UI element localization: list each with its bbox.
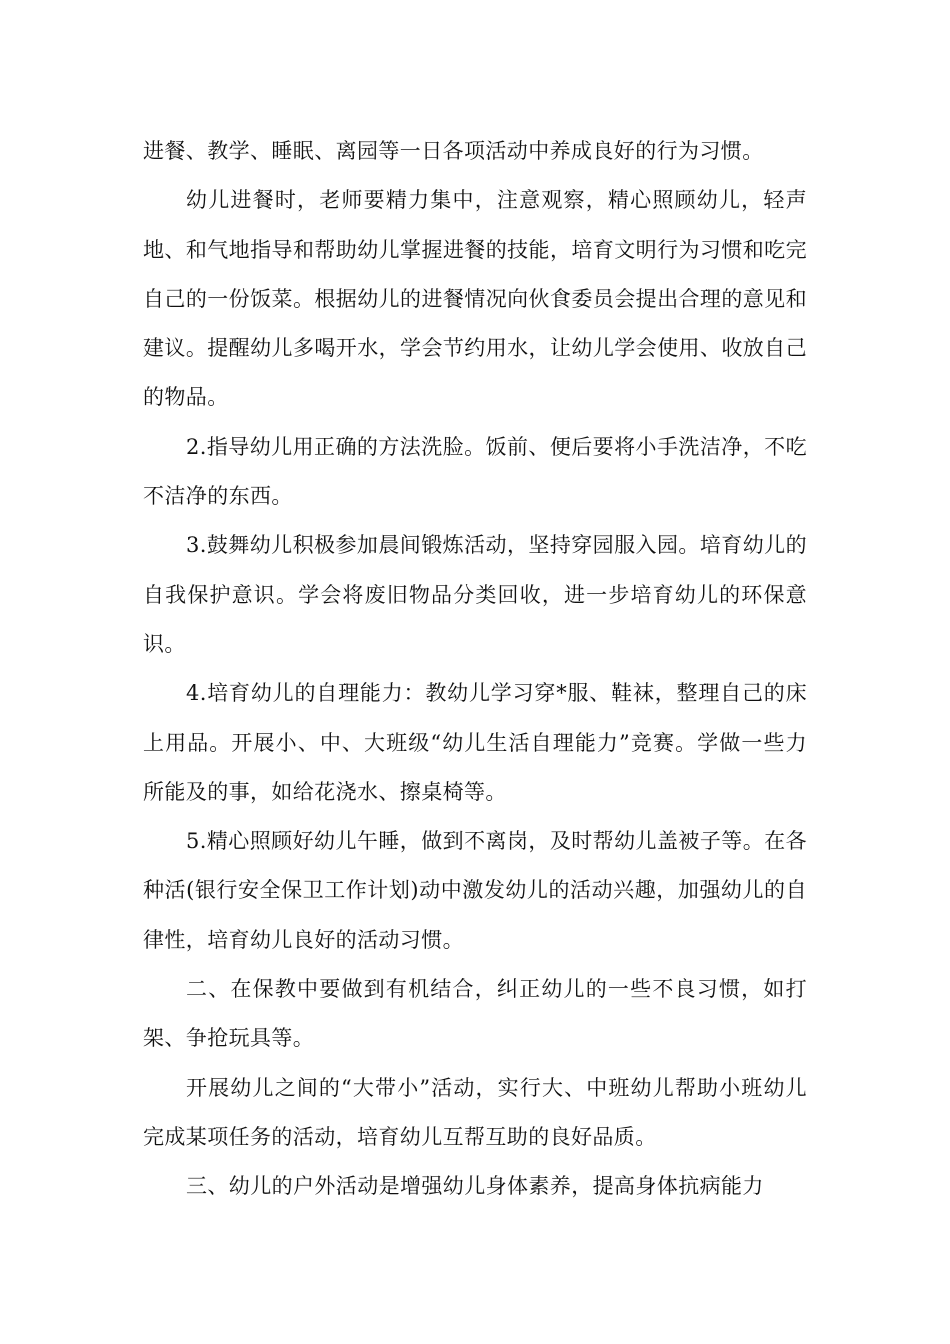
paragraph-3: 2.指导幼儿用正确的方法洗脸。饭前、便后要将小手洗洁净，不吃不洁净的东西。 xyxy=(143,434,807,509)
paragraph-2: 幼儿进餐时，老师要精力集中，注意观察，精心照顾幼儿，轻声地、和气地指导和帮助幼儿掌握进餐的技能，培育文明行为习惯和吃完自己的一份饭菜。根据幼儿的进餐情况向伙食委员会提出合理的意见和建议。提醒幼儿多喝开水，学会节约用水，让幼儿学会使用、收放自己的物品。 xyxy=(143,188,807,410)
paragraph-8: 开展幼儿之间的“大带小”活动，实行大、中班幼儿帮助小班幼儿完成某项任务的活动，培育幼儿互帮互助的良好品质。 xyxy=(143,1075,807,1149)
paragraph-5: 4.培育幼儿的自理能力：教幼儿学习穿*服、鞋袜，整理自己的床上用品。开展小、中、大班级“幼儿生活自理能力”竞赛。学做一些力所能及的事，如给花浇水、擦桌椅等。 xyxy=(143,681,807,804)
paragraph-1: 进餐、教学、睡眠、离园等一日各项活动中养成良好的行为习惯。 xyxy=(143,139,764,163)
paragraph-9: 三、幼儿的户外活动是增强幼儿身体素养，提高身体抗病能力 xyxy=(186,1174,764,1199)
paragraph-4: 3.鼓舞幼儿积极参加晨间锻炼活动，坚持穿园服入园。培育幼儿的自我保护意识。学会将废旧物品分类回收，进一步培育幼儿的环保意识。 xyxy=(143,533,807,656)
document-body xyxy=(143,127,807,1212)
paragraph-7: 二、在保教中要做到有机结合，纠正幼儿的一些不良习惯，如打架、争抢玩具等。 xyxy=(143,977,807,1051)
paragraph-6: 5.精心照顾好幼儿午睡，做到不离岗，及时帮幼儿盖被子等。在各种活(银行安全保卫工作计划)动中激发幼儿的活动兴趣，加强幼儿的自律性，培育幼儿良好的活动习惯。 xyxy=(143,829,807,952)
